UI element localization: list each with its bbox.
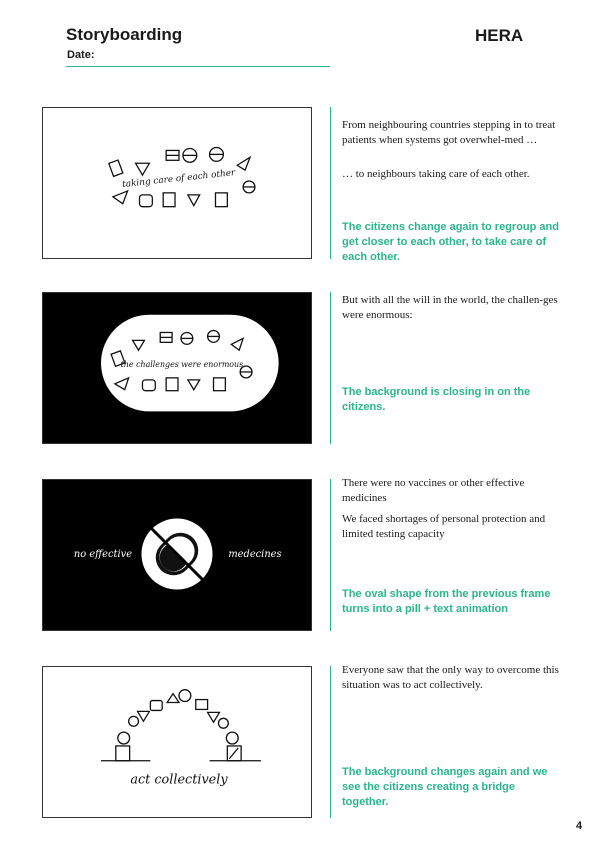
frame-2-narration-line-1: But with all the will in the world, the challen-ges were enormous: — [342, 294, 558, 321]
frame-3-direction: The oval shape from the previous frame turns into a pill + text animation — [342, 588, 551, 615]
frame-3-divider — [330, 479, 331, 631]
frame-1-narration — [342, 118, 564, 182]
frame-3-sketch — [43, 480, 311, 630]
frame-1-caption: taking care of each other — [121, 168, 236, 190]
storyboard-frame-3 — [42, 479, 312, 631]
frame-3-narration-line-3: limited testing capacity — [342, 527, 445, 540]
frame-1-divider — [330, 107, 331, 259]
frame-3-caption-right: medecines — [228, 548, 282, 560]
frame-1-direction: The citizens change again to regroup and get closer to each other, to take care of each other. — [342, 221, 559, 263]
frame-4-sketch — [43, 667, 311, 817]
frame-4-direction: The background changes again and we see the citizens creating a bridge together. — [342, 766, 548, 808]
frame-1-narration-line-1: From neighbouring countries stepping in to treat patients when systems got overwhel-med … — [342, 119, 556, 146]
frame-3-narration — [342, 476, 564, 541]
frame-3-narration-line-2: We faced shortages of personal protection and — [342, 513, 546, 525]
frame-1-narration-line-2: … to neighbours taking care of each other. — [342, 168, 530, 180]
frame-4-caption: act collectively — [130, 772, 228, 788]
storyboard-frame-2 — [42, 292, 312, 444]
frame-2-narration — [342, 293, 564, 322]
storyboard-frame-1 — [42, 107, 312, 259]
frame-3-narration-line-1: There were no vaccines or other effective medicines — [342, 477, 525, 504]
frame-2-direction: The background is closing in on the citizens. — [342, 386, 531, 413]
frame-4-narration — [342, 663, 564, 692]
frame-1-sketch — [43, 108, 311, 258]
header-divider — [66, 66, 330, 67]
page-number: 4 — [576, 820, 583, 832]
frame-3-caption-left: no effective — [73, 548, 133, 560]
frame-2-caption: the challenges were enormous — [120, 360, 244, 370]
storyboard-frame-4 — [42, 666, 312, 818]
brand-name: HERA — [475, 26, 524, 45]
date-label: Date: — [67, 49, 95, 61]
frame-4-divider — [330, 666, 331, 818]
frame-4-narration-line-1: Everyone saw that the only way to overcome this situation was to act collectively. — [342, 664, 559, 691]
frame-2-sketch — [43, 293, 311, 443]
frame-2-divider — [330, 292, 331, 444]
page-title: Storyboarding — [66, 25, 183, 44]
